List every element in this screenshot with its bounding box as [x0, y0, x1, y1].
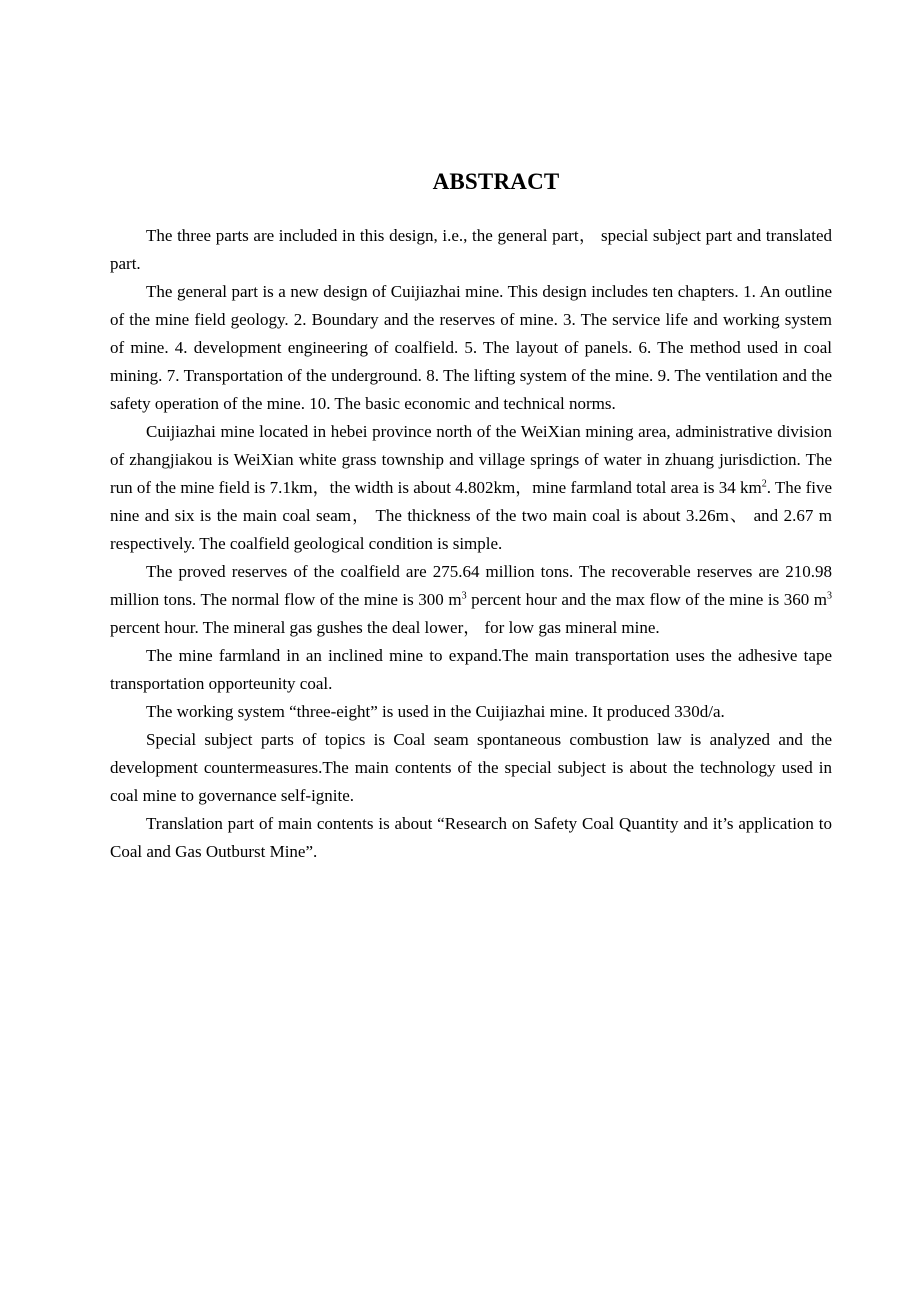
- superscript: 3: [461, 590, 467, 602]
- paragraph-parts-overview: The three parts are included in this design, i.e., the general part， special subject part and translated part.: [110, 226, 832, 273]
- text-segment: percent hour. The mineral gas gushes the deal lower， for low gas mineral mine.: [110, 618, 660, 637]
- paragraph-transportation: The mine farmland in an inclined mine to expand.The main transportation uses the adhesive tape transportation opporteunity coal.: [110, 646, 832, 693]
- paragraph-special-subject: Special subject parts of topics is Coal seam spontaneous combustion law is analyzed and the development countermeasures.The main contents of the special subject is about the technology used in coal mine to governance self-ignite.: [110, 730, 832, 805]
- paragraph-mine-location: [110, 418, 832, 558]
- superscript: 2: [761, 478, 767, 490]
- text-segment: Cuijiazhai mine located in hebei province north of the WeiXian mining area, administrative division of zhangjiakou is WeiXian white grass township and village springs of water in zhuang jurisdiction. The run of the mine field is 7.1km，the width is about 4.802km，mine farmland total area is 34 km: [110, 422, 832, 497]
- paragraph-working-system: The working system “three-eight” is used in the Cuijiazhai mine. It produced 330d/a.: [146, 702, 725, 721]
- paragraph-translation: Translation part of main contents is about “Research on Safety Coal Quantity and it’s application to Coal and Gas Outburst Mine”.: [110, 814, 832, 861]
- paragraph-reserves: [110, 558, 832, 642]
- text-segment: . The five nine and six is the main coal seam， The thickness of the two main coal is about 3.26m、 and 2.67 m respectively. The coalfield geological condition is simple.: [110, 478, 833, 553]
- text-segment: percent hour and the max flow of the mine is 360 m: [466, 590, 827, 609]
- superscript: 3: [827, 590, 832, 602]
- abstract-body: [110, 222, 832, 866]
- text-segment: The proved reserves of the coalfield are 275.64 million tons. The recoverable reserves are 210.98 million tons. The normal flow of the mine is 300 m: [110, 562, 832, 609]
- paragraph-general-part: The general part is a new design of Cuijiazhai mine. This design includes ten chapters. 1. An outline of the mine field geology. 2. Boundary and the reserves of mine. 3. The service life and working system of mine. 4. development engineering of coalfield. 5. The layout of panels. 6. The method used in coal mining. 7. Transportation of the underground. 8. The lifting system of the mine. 9. The ventilation and the safety operation of the mine. 10. The basic economic and technical norms.: [110, 282, 832, 413]
- page-title: ABSTRACT: [432, 169, 560, 194]
